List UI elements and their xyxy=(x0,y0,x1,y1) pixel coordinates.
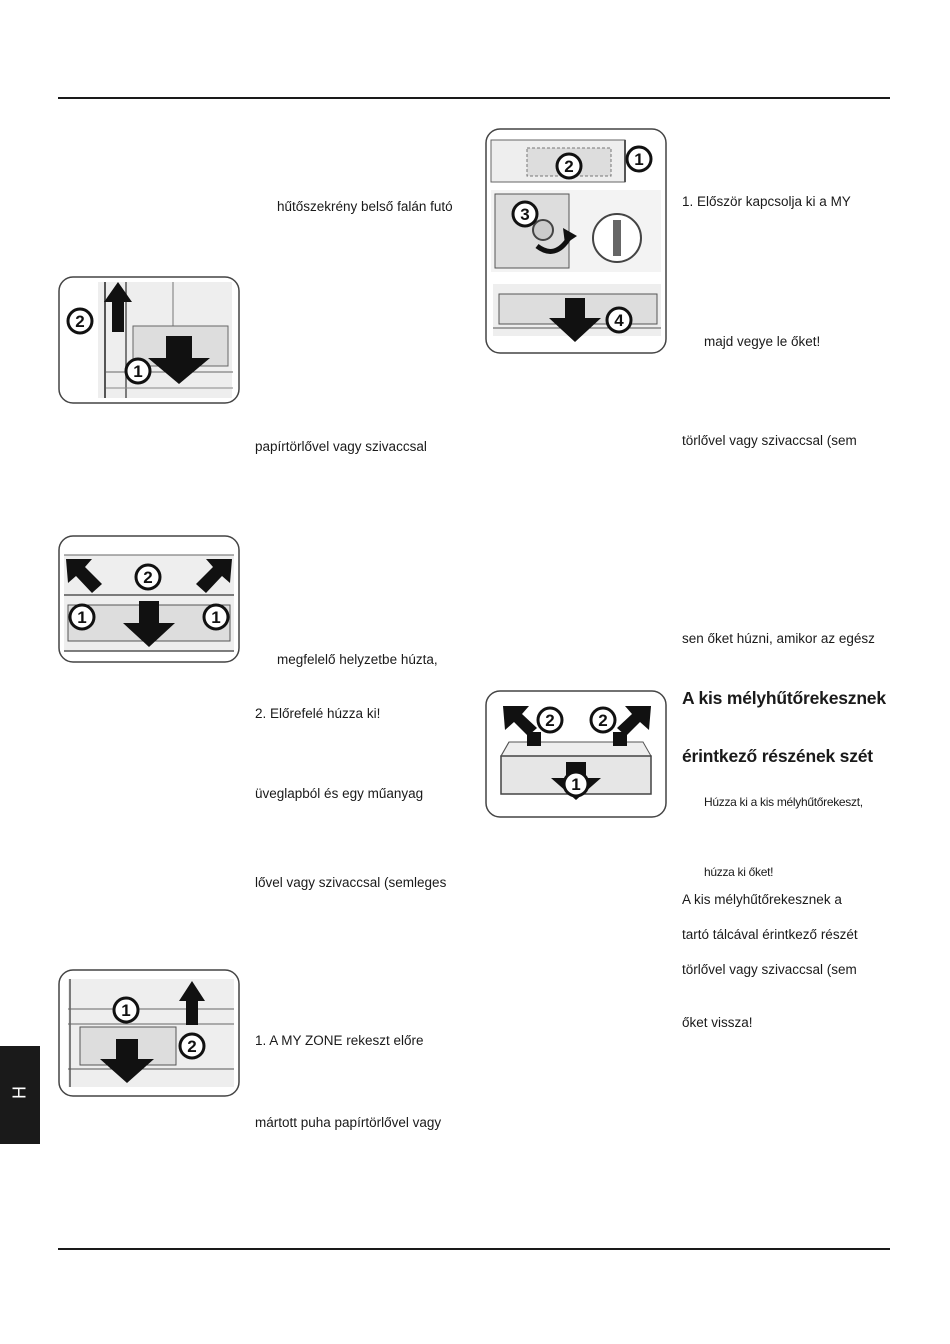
svg-text:2: 2 xyxy=(143,568,153,587)
svg-text:2: 2 xyxy=(598,711,608,730)
right-text-4: sen őket húzni, amikor az egész xyxy=(682,631,875,646)
language-code: H xyxy=(9,1086,30,1099)
svg-text:4: 4 xyxy=(614,311,624,330)
mid-text-5: üveglapból és egy műanyag xyxy=(255,786,424,801)
mid-text-2: papírtörlővel vagy szivaccsal xyxy=(255,439,427,454)
right-step-1: 1. Először kapcsolja ki a MY xyxy=(682,194,851,209)
figure-drawer-cover xyxy=(58,535,240,663)
bottom-rule xyxy=(58,1248,890,1250)
language-tab xyxy=(0,1046,40,1144)
svg-text:2: 2 xyxy=(545,711,555,730)
figure-control-panel xyxy=(485,128,667,354)
right-text-9: törlővel vagy szivaccsal (sem xyxy=(682,962,857,977)
right-text-10: őket vissza! xyxy=(682,1015,753,1030)
right-text-2: majd vegye le őket! xyxy=(704,334,821,349)
mid-text-8: mártott puha papírtörlővel vagy xyxy=(255,1115,442,1130)
svg-text:1: 1 xyxy=(571,775,581,794)
svg-text:3: 3 xyxy=(520,205,530,224)
mid-step-2: 2. Előrefelé húzza ki! xyxy=(255,706,381,721)
top-rule xyxy=(58,97,890,99)
section-heading-2: érintkező részének szét xyxy=(682,746,873,766)
right-text-3: törlővel vagy szivaccsal (sem xyxy=(682,433,857,448)
svg-text:1: 1 xyxy=(77,608,87,627)
mid-step-1: 1. A MY ZONE rekeszt előre xyxy=(255,1033,424,1048)
svg-text:2: 2 xyxy=(187,1037,197,1056)
mid-text-3: megfelelő helyzetbe húzta, xyxy=(277,652,438,667)
svg-text:2: 2 xyxy=(75,312,85,331)
svg-text:1: 1 xyxy=(634,150,644,169)
mid-text-1: hűtőszekrény belső falán futó xyxy=(277,199,453,214)
figure-shelf-removal xyxy=(58,276,240,404)
right-text-6: húzza ki őket! xyxy=(704,865,774,879)
right-text-8: tartó tálcával érintkező részét xyxy=(682,927,858,942)
svg-text:2: 2 xyxy=(564,157,574,176)
svg-text:1: 1 xyxy=(133,362,143,381)
figure-myzone-drawer xyxy=(58,969,240,1097)
right-text-5: Húzza ki a kis mélyhűtőrekeszt, xyxy=(704,795,863,809)
right-text-7: A kis mélyhűtőrekesznek a xyxy=(682,892,842,907)
svg-text:1: 1 xyxy=(121,1001,131,1020)
section-heading-1: A kis mélyhűtőrekesznek xyxy=(682,688,886,708)
figure-freezer-tray xyxy=(485,690,667,818)
mid-text-6: lővel vagy szivaccsal (semleges xyxy=(255,875,447,890)
svg-text:1: 1 xyxy=(211,608,221,627)
